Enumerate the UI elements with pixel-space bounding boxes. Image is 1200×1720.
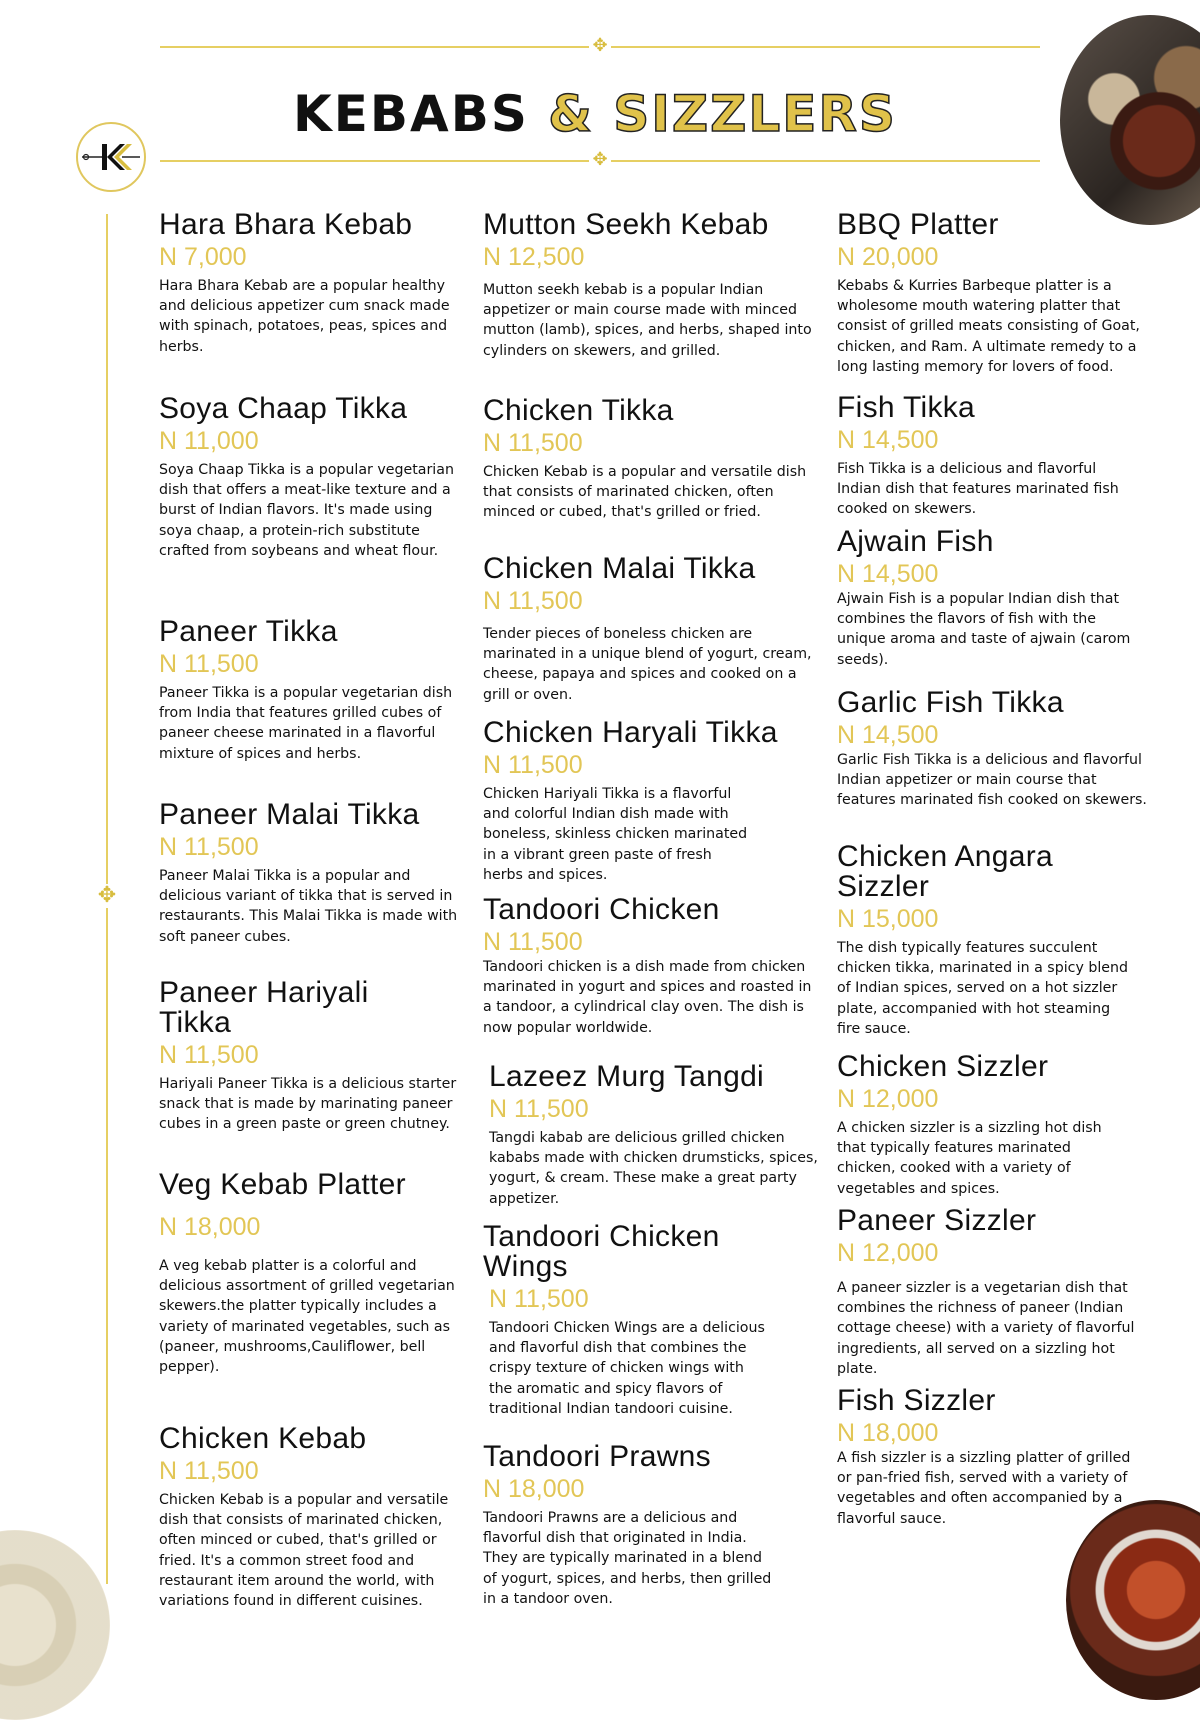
item-description: Fish Tikka is a delicious and flavorful Indian dish that features marinated fish cooked on skewers. <box>837 461 1119 518</box>
item-price: N 11,500 <box>159 833 259 861</box>
item-price: N 7,000 <box>159 243 247 271</box>
item-name: Paneer Sizzler <box>837 1204 1037 1237</box>
item-name: Chicken Malai Tikka <box>483 552 756 585</box>
menu-item <box>159 976 457 1135</box>
menu-item <box>837 393 1157 520</box>
item-description: A paneer sizzler is a vegetarian dish that combines the richness of paneer (Indian cottage cheese) with a variety of flavorful ingredients, all served on a sizzling hot plate. <box>837 1280 1135 1377</box>
menu-item <box>483 396 813 523</box>
menu-item <box>159 210 459 357</box>
item-name: Chicken Sizzler <box>837 1050 1049 1083</box>
menu-item <box>837 840 1129 1039</box>
item-price: N 14,500 <box>837 721 939 749</box>
item-price: N 12,500 <box>483 243 585 271</box>
menu-item <box>159 800 459 947</box>
item-description: A chicken sizzler is a sizzling hot dish that typically features marinated chicken, cooked with a variety of vegetables and spices. <box>837 1120 1102 1197</box>
item-name: Chicken Haryali Tikka <box>483 716 778 749</box>
menu-item <box>489 1062 819 1209</box>
item-name: Paneer Malai Tikka <box>159 798 420 831</box>
item-name: Garlic Fish Tikka <box>837 686 1064 719</box>
item-name: Paneer Hariyali Tikka <box>159 976 369 1039</box>
menu-item <box>159 1170 459 1377</box>
item-price: N 20,000 <box>837 243 939 271</box>
item-name: Tandoori Chicken Wings <box>483 1220 720 1283</box>
tandoori-chicken-photo <box>1066 1500 1200 1700</box>
food-photo-faded <box>0 1530 110 1720</box>
item-price: N 11,500 <box>159 650 259 678</box>
item-description: Tandoori chicken is a dish made from chicken marinated in yogurt and spices and roasted in a tandoor, a cylindrical clay oven. The dish is now popular worldwide. <box>483 959 812 1036</box>
item-description: Kebabs & Kurries Barbeque platter is a wholesome mouth watering platter that consist of grilled meats consisting of Goat, chicken, and Ram. A ultimate remedy to a long lasting memory for lovers of food. <box>837 278 1140 375</box>
item-name: Ajwain Fish <box>837 525 994 558</box>
item-name: BBQ Platter <box>837 208 999 241</box>
ornament-icon: ✥ <box>589 149 611 171</box>
item-description: Mutton seekh kebab is a popular Indian appetizer or main course made with minced mutton (lamb), spices, and herbs, shaped into cylinders on skewers, and grilled. <box>483 282 812 359</box>
menu-item <box>837 210 1157 377</box>
item-price: N 11,500 <box>483 429 583 457</box>
item-price: N 11,500 <box>483 751 583 779</box>
kk-logo-icon <box>76 122 146 192</box>
title-part-kebabs: KEBABS <box>293 85 529 143</box>
item-name: Chicken Kebab <box>159 1422 367 1455</box>
item-description: Tandoori Chicken Wings are a delicious and flavorful dish that combines the crispy texture of chicken wings with the aromatic and spicy flavors of traditional Indian tandoori cuisine. <box>489 1320 765 1417</box>
menu-item <box>837 527 1157 670</box>
menu-item <box>483 718 813 885</box>
item-name: Veg Kebab Platter <box>159 1168 406 1201</box>
menu-item <box>483 895 813 1038</box>
item-price: N 11,500 <box>159 1457 259 1485</box>
item-name: Tandoori Chicken <box>483 893 720 926</box>
item-description: Hariyali Paneer Tikka is a delicious starter snack that is made by marinating paneer cubes in a green paste or green chutney. <box>159 1076 457 1133</box>
menu-item <box>159 617 459 764</box>
item-price: N 18,000 <box>159 1213 261 1241</box>
title-part-sizzlers: & SIZZLERS <box>548 85 897 143</box>
item-price: N 14,500 <box>837 560 939 588</box>
item-price: N 11,000 <box>159 427 259 455</box>
menu-item <box>159 1424 459 1611</box>
menu-item <box>483 210 813 361</box>
ornament-icon: ✥ <box>95 884 119 908</box>
page-title <box>0 78 1190 150</box>
item-name: Lazeez Murg Tangdi <box>489 1060 765 1093</box>
item-price: N 11,500 <box>483 587 583 615</box>
item-description: Tender pieces of boneless chicken are marinated in a unique blend of yogurt, cream, cheese, papaya and spices and cooked on a grill or oven. <box>483 626 812 703</box>
item-price: N 11,500 <box>489 1095 589 1123</box>
item-price: N 14,500 <box>837 426 939 454</box>
item-description: Chicken Kebab is a popular and versatile dish that consists of marinated chicken, often minced or cubed, that's grilled or fried. It's a common street food and restaurant item around the world, with variations found in different cuisines. <box>159 1492 449 1610</box>
item-name: Chicken Angara Sizzler <box>837 840 1054 903</box>
item-description: A fish sizzler is a sizzling platter of grilled or pan-fried fish, served with a variety of vegetables and often accompanied by a flavorful sauce. <box>837 1450 1131 1527</box>
item-description: Ajwain Fish is a popular Indian dish that combines the flavors of fish with the unique aroma and taste of ajwain (carom seeds). <box>837 591 1131 668</box>
item-price: N 12,000 <box>837 1239 939 1267</box>
menu-item <box>483 1220 765 1419</box>
item-price: N 12,000 <box>837 1085 939 1113</box>
item-price: N 11,500 <box>159 1041 259 1069</box>
item-description: Paneer Tikka is a popular vegetarian dish from India that features grilled cubes of paneer cheese marinated in a flavorful mixture of spices and herbs. <box>159 685 453 762</box>
item-description: Tangdi kabab are delicious grilled chicken kababs made with chicken drumsticks, spices, yogurt, & cream. These make a great party appetizer. <box>489 1130 818 1207</box>
menu-item <box>483 1442 813 1609</box>
item-price: N 11,500 <box>483 928 583 956</box>
item-name: Tandoori Prawns <box>483 1440 711 1473</box>
item-name: Hara Bhara Kebab <box>159 208 413 241</box>
menu-item <box>837 688 1157 811</box>
item-description: Hara Bhara Kebab are a popular healthy and delicious appetizer cum snack made with spinach, potatoes, peas, spices and herbs. <box>159 278 450 355</box>
item-name: Mutton Seekh Kebab <box>483 208 769 241</box>
item-name: Paneer Tikka <box>159 615 338 648</box>
item-name: Fish Tikka <box>837 391 976 424</box>
item-description: Chicken Hariyali Tikka is a flavorful and colorful Indian dish made with boneless, skinless chicken marinated in a vibrant green paste of fresh herbs and spices. <box>483 786 748 883</box>
item-price: N 18,000 <box>483 1475 585 1503</box>
item-description: Paneer Malai Tikka is a popular and delicious variant of tikka that is served in restaurants. This Malai Tikka is made with soft paneer cubes. <box>159 868 458 945</box>
item-price: N 15,000 <box>837 905 939 933</box>
menu-item <box>837 1052 1157 1199</box>
item-description: Chicken Kebab is a popular and versatile dish that consists of marinated chicken, often minced or cubed, that's grilled or fried. <box>483 464 807 521</box>
item-description: Soya Chaap Tikka is a popular vegetarian dish that offers a meat-like texture and a burst of Indian flavors. It's made using soya chaap, a protein-rich substitute crafted from soybeans and wheat flour. <box>159 462 454 559</box>
item-description: The dish typically features succulent chicken tikka, marinated in a spicy blend of Indian spices, served on a hot sizzler plate, accompanied with hot steaming fire sauce. <box>837 940 1129 1037</box>
item-description: Garlic Fish Tikka is a delicious and flavorful Indian appetizer or main course that features marinated fish cooked on skewers. <box>837 752 1147 809</box>
kk-logo-svg <box>78 124 144 190</box>
item-name: Soya Chaap Tikka <box>159 392 408 425</box>
item-description: A veg kebab platter is a colorful and delicious assortment of grilled vegetarian skewers.the platter typically includes a variety of marinated vegetables, such as (paneer, mushrooms,Cauliflower, bell pepper). <box>159 1258 455 1376</box>
item-description: Tandoori Prawns are a delicious and flavorful dish that originated in India. They are typically marinated in a blend of yogurt, spices, and herbs, then grilled in a tandoor oven. <box>483 1510 772 1607</box>
item-name: Fish Sizzler <box>837 1384 996 1417</box>
menu-item <box>159 394 459 561</box>
menu-item <box>483 554 813 705</box>
ornament-icon: ✥ <box>589 35 611 57</box>
menu-item <box>837 1386 1157 1529</box>
item-price: N 11,500 <box>489 1285 589 1313</box>
bbq-platter-photo <box>1060 15 1200 225</box>
menu-item <box>837 1206 1157 1379</box>
item-price: N 18,000 <box>837 1419 939 1447</box>
item-name: Chicken Tikka <box>483 394 674 427</box>
